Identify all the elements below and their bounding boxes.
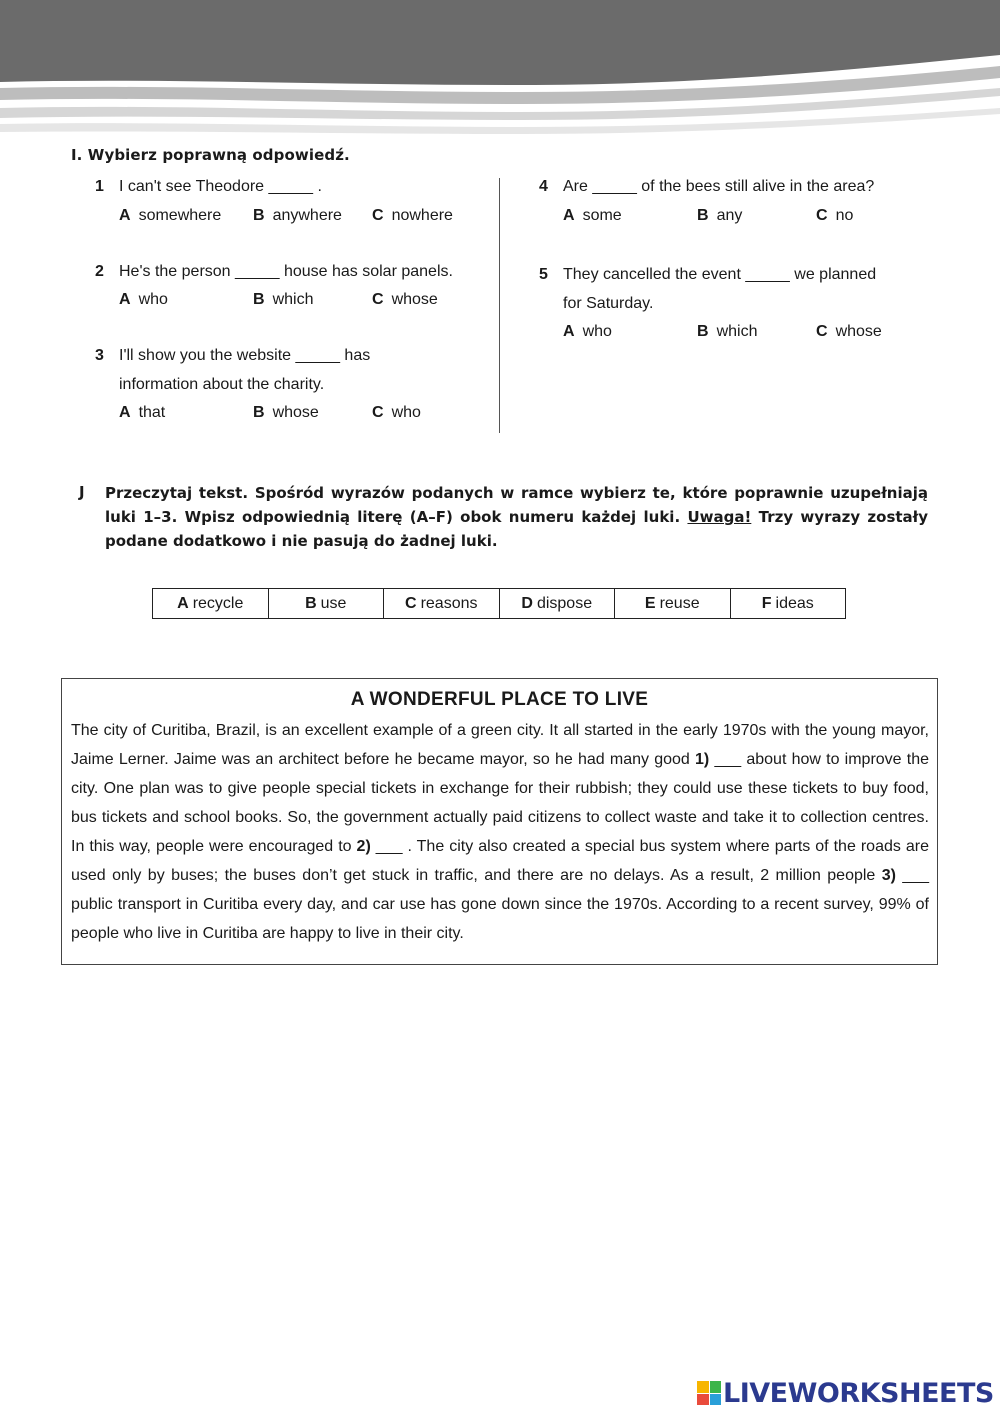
word-letter: C	[405, 594, 417, 612]
word-letter: B	[305, 594, 317, 612]
option-4b[interactable]	[697, 207, 742, 225]
option-text: whose	[835, 323, 882, 340]
reading-body	[71, 716, 929, 948]
option-letter: B	[697, 323, 709, 340]
column-divider	[499, 178, 500, 433]
gap-1-label: 1)	[695, 751, 710, 768]
option-letter: B	[253, 291, 265, 308]
option-letter: B	[253, 404, 265, 421]
option-3a[interactable]	[119, 404, 165, 422]
question-text: He's the person _____ house has solar panels.	[119, 263, 453, 280]
option-5a[interactable]	[563, 323, 612, 341]
question-number: 1	[95, 178, 104, 195]
option-1b[interactable]	[253, 207, 342, 225]
option-letter: A	[119, 291, 131, 308]
question-text-continued: information about the charity.	[119, 376, 325, 393]
option-text: whose	[391, 291, 438, 308]
option-text: who	[582, 323, 612, 340]
option-3c[interactable]	[372, 404, 421, 422]
option-letter: C	[372, 404, 384, 421]
word-text: ideas	[775, 594, 814, 612]
section-i-title: I. Wybierz poprawną odpowiedź.	[71, 146, 350, 164]
section-j-instruction	[105, 481, 928, 553]
option-5c[interactable]	[816, 323, 882, 341]
option-letter: A	[563, 323, 575, 340]
instruction-tail: Trzy wyrazy zostały podane dodatkowo i nie pasują do żadnej luki.	[105, 508, 929, 550]
option-letter: C	[372, 207, 384, 224]
option-2b[interactable]	[253, 291, 313, 309]
option-letter: B	[697, 207, 709, 224]
question-2	[95, 257, 495, 287]
logo-square	[697, 1394, 709, 1406]
option-text: somewhere	[138, 207, 222, 224]
option-text: anywhere	[272, 207, 342, 224]
logo-square	[710, 1394, 722, 1406]
option-letter: C	[816, 207, 828, 224]
gap-2-label: 2)	[356, 838, 371, 855]
logo-square	[697, 1381, 709, 1393]
option-4a[interactable]	[563, 207, 622, 225]
question-text: I'll show you the website _____ has	[119, 347, 371, 364]
option-text: any	[716, 207, 743, 224]
question-text-continued: for Saturday.	[563, 295, 654, 312]
question-3	[95, 341, 495, 401]
option-5b[interactable]	[697, 323, 757, 341]
gap-3-blank[interactable]: ___	[895, 867, 930, 884]
warning-label: Uwaga!	[687, 508, 752, 526]
gap-3-label: 3)	[881, 867, 896, 884]
question-4	[539, 172, 959, 202]
option-2c[interactable]	[372, 291, 438, 309]
option-text: who	[391, 404, 421, 421]
question-text: I can't see Theodore _____ .	[119, 178, 322, 195]
option-letter: C	[372, 291, 384, 308]
word-letter: E	[644, 594, 656, 612]
question-text: They cancelled the event _____ we planned	[563, 266, 877, 283]
logo-grid-icon	[697, 1381, 721, 1405]
word-text: reasons	[420, 594, 478, 612]
gap-2-blank[interactable]: ___	[370, 838, 408, 855]
option-1a[interactable]	[119, 207, 221, 225]
question-text: Are _____ of the bees still alive in the area?	[563, 178, 875, 195]
word-bank	[152, 588, 846, 619]
option-text: some	[582, 207, 622, 224]
question-number: 2	[95, 263, 104, 280]
word-text: reuse	[659, 594, 700, 612]
option-letter: A	[563, 207, 575, 224]
gap-1-blank[interactable]: ___	[709, 751, 747, 768]
text-segment: about how to improve the city. One plan was to give people special tickets in exchange for their rubbish; they could use these tickets to buy food, bus tickets and school books. So, the government actually paid citizens to collect waste and take it to collection centres. In this way, people were encouraged to	[71, 751, 930, 855]
option-text: no	[835, 207, 854, 224]
liveworksheets-logo[interactable]	[697, 1378, 994, 1408]
option-letter: A	[119, 404, 131, 421]
option-text: that	[138, 404, 166, 421]
reading-title: A WONDERFUL PLACE TO LIVE	[350, 689, 649, 710]
option-text: which	[272, 291, 314, 308]
text-segment: The city of Curitiba, Brazil, is an excellent example of a green city. It all started in the early 1970s with the young mayor, Jaime Lerner. Jaime was an architect before he became mayor, so he had many good	[71, 722, 929, 768]
option-letter: A	[119, 207, 131, 224]
option-1c[interactable]	[372, 207, 453, 225]
word-letter: A	[177, 594, 189, 612]
option-letter: B	[253, 207, 265, 224]
logo-text: LIVEWORKSHEETS	[723, 1377, 994, 1409]
header-wave-band	[0, 0, 1000, 140]
text-segment: public transport in Curitiba every day, and car use has gone down since the 1970s. According to a recent survey, 99% of people who live in Curitiba are happy to live in their city.	[71, 896, 929, 942]
option-text: who	[138, 291, 168, 308]
option-text: nowhere	[391, 207, 453, 224]
word-option-d[interactable]	[500, 589, 616, 618]
question-number: 5	[539, 266, 548, 283]
question-number: 4	[539, 178, 548, 195]
word-option-b[interactable]	[269, 589, 385, 618]
option-2a[interactable]	[119, 291, 168, 309]
word-text: use	[320, 594, 347, 612]
reading-text-box	[61, 678, 938, 965]
word-option-e[interactable]	[615, 589, 731, 618]
word-text: dispose	[536, 594, 593, 612]
word-option-f[interactable]	[731, 589, 846, 618]
option-letter: C	[816, 323, 828, 340]
question-5	[539, 260, 959, 320]
instruction-text: Przeczytaj tekst. Spośród wyrazów podanych w ramce wybierz te, które poprawnie uzupełniają luki 1–3. Wpisz odpowiednią literę (A–F) obok numeru każdej luki.	[105, 484, 928, 526]
option-3b[interactable]	[253, 404, 319, 422]
word-option-a[interactable]	[153, 589, 269, 618]
section-j-letter: J	[79, 483, 85, 501]
word-letter: F	[761, 594, 772, 612]
logo-square	[710, 1381, 722, 1393]
word-text: recycle	[192, 594, 244, 612]
text-segment: . The city also created a special bus system where parts of the roads are used only by buses; the buses don’t get stuck in traffic, and there are no delays. As a result, 2 million people	[71, 838, 929, 884]
option-text: whose	[272, 404, 319, 421]
option-text: which	[716, 323, 758, 340]
question-number: 3	[95, 347, 104, 364]
word-option-c[interactable]	[384, 589, 500, 618]
word-letter: D	[521, 594, 533, 612]
option-4c[interactable]	[816, 207, 853, 225]
